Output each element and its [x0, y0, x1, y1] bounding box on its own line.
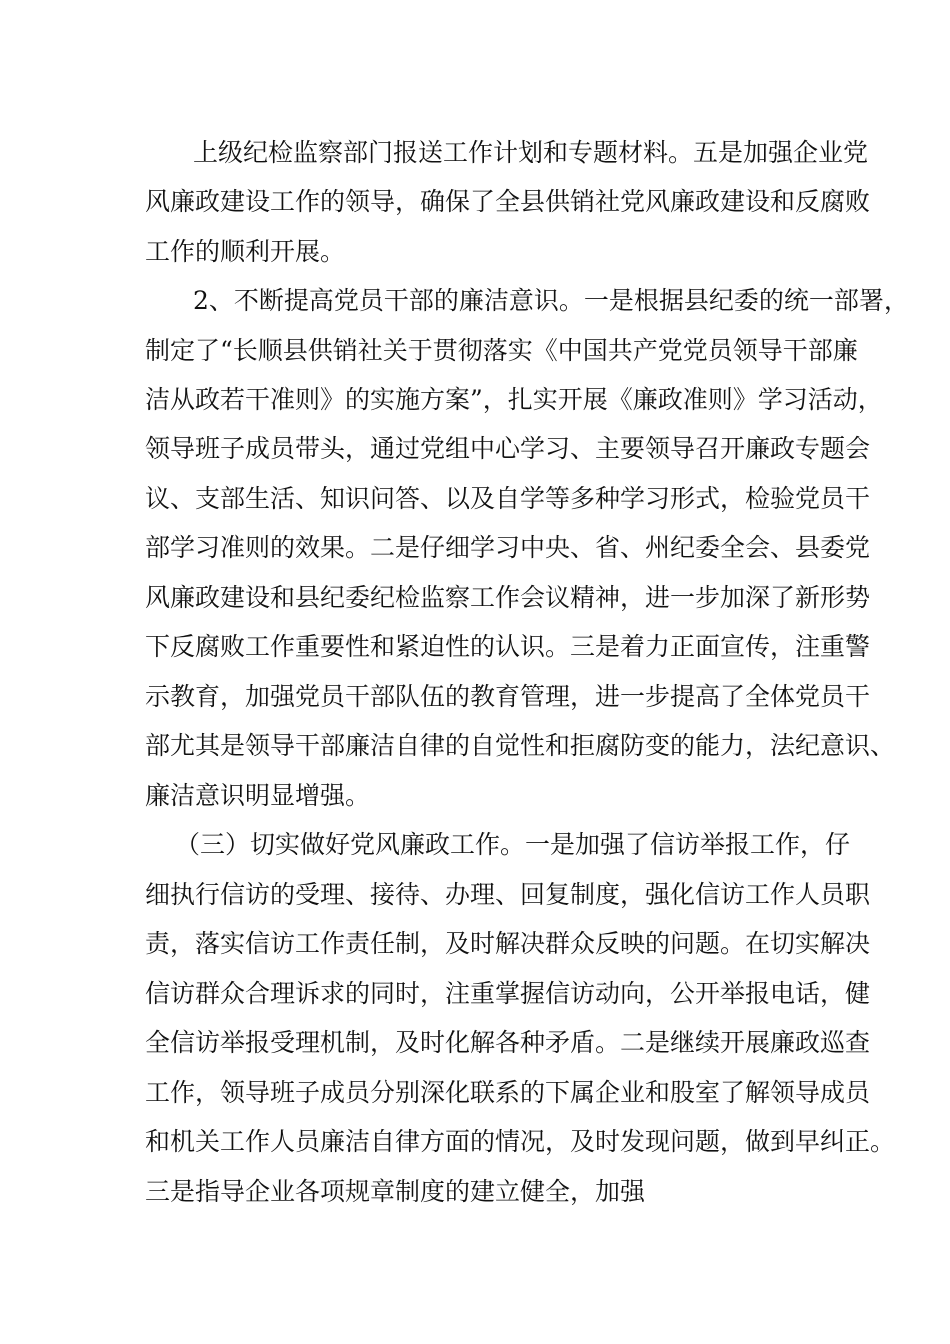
- text-line: 三是指导企业各项规章制度的建立健全，加强: [145, 1177, 646, 1206]
- text-line: 2、不断提高党员干部的廉洁意识。一是根据县纪委的统一部署，: [193, 286, 909, 315]
- text-line: 风廉政建设工作的领导，确保了全县供销社党风廉政建设和反腐败: [145, 187, 871, 216]
- text-line: 工作的顺利开展。: [145, 237, 346, 266]
- text-line: 制定了“长顺县供销社关于贯彻落实《中国共产党党员领导干部廉: [145, 336, 858, 365]
- text-line: 下反腐败工作重要性和紧迫性的认识。三是着力正面宣传，注重警: [145, 632, 871, 661]
- text-line: 风廉政建设和县纪委纪检监察工作会议精神，进一步加深了新形势: [145, 583, 871, 612]
- text-line: 和机关工作人员廉洁自律方面的情况，及时发现问题，做到早纠正。: [145, 1127, 896, 1156]
- text-line: 工作，领导班子成员分别深化联系的下属企业和股室了解领导成员: [145, 1078, 871, 1107]
- text-line: 示教育，加强党员干部队伍的教育管理，进一步提高了全体党员干: [145, 682, 871, 711]
- text-line: 部尤其是领导干部廉洁自律的自觉性和拒腐防变的能力，法纪意识、: [145, 731, 896, 760]
- text-line: （三）切实做好党风廉政工作。一是加强了信访举报工作，仔: [175, 830, 851, 859]
- text-line: 廉洁意识明显增强。: [145, 781, 371, 810]
- text-line: 细执行信访的受理、接待、办理、回复制度，强化信访工作人员职: [145, 880, 871, 909]
- text-line: 洁从政若干准则》的实施方案”，扎实开展《廉政准则》学习活动，: [145, 385, 883, 414]
- text-line: 上级纪检监察部门报送工作计划和专题材料。五是加强企业党: [193, 138, 869, 167]
- text-line: 信访群众合理诉求的同时，注重掌握信访动向，公开举报电话，健: [145, 979, 871, 1008]
- text-line: 议、支部生活、知识问答、以及自学等多种学习形式，检验党员干: [145, 484, 871, 513]
- text-line: 责，落实信访工作责任制，及时解决群众反映的问题。在切实解决: [145, 929, 871, 958]
- text-line: 全信访举报受理机制，及时化解各种矛盾。二是继续开展廉政巡查: [145, 1028, 871, 1057]
- text-line: 部学习准则的效果。二是仔细学习中央、省、州纪委全会、县委党: [145, 533, 871, 562]
- text-line: 领导班子成员带头，通过党组中心学习、主要领导召开廉政专题会: [145, 434, 871, 463]
